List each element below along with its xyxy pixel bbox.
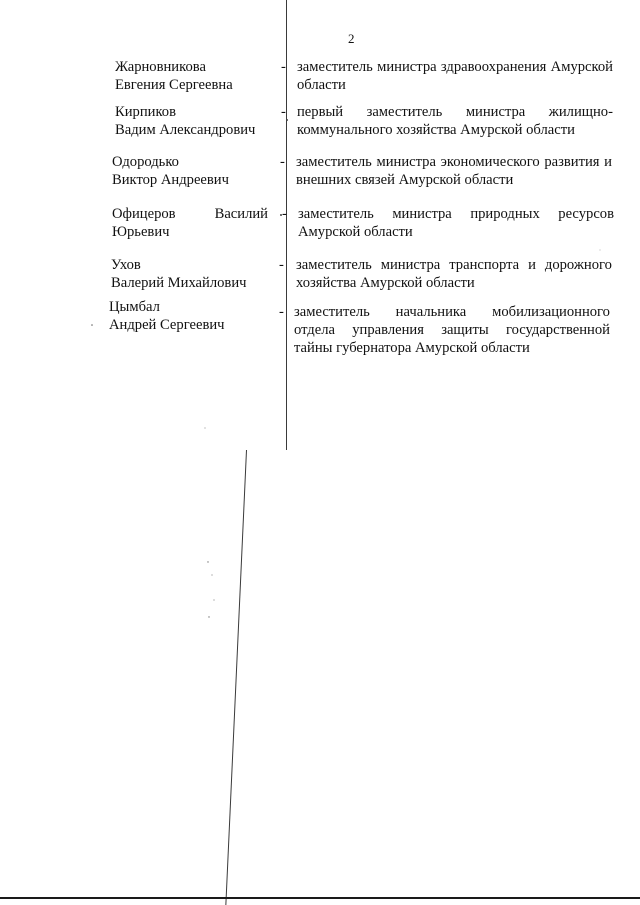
position-word: заместитель: [294, 304, 370, 320]
position-line: внешних связей Амурской области: [296, 172, 514, 188]
page-number: 2: [348, 31, 355, 46]
position-line: Амурской области: [298, 224, 413, 240]
position-word: государственной: [505, 322, 610, 338]
position-word: защиты: [441, 322, 489, 338]
surname: Цымбал: [109, 299, 160, 315]
position-word: заместитель: [298, 206, 374, 222]
entry-dash: -: [281, 104, 286, 120]
position-word: заместитель: [366, 104, 443, 120]
entry-dash: -: [281, 59, 286, 75]
position-line: коммунального хозяйства Амурской области: [297, 122, 575, 138]
position-word: ресурсов: [558, 206, 614, 222]
entry-dash: -: [279, 257, 284, 273]
position-word: и: [528, 257, 536, 273]
given-names: Вадим Александрович: [115, 122, 256, 138]
position-word: жилищно-: [548, 104, 613, 120]
surname: Жарновникова: [115, 59, 206, 75]
position-line: области: [297, 77, 346, 93]
position-word: транспорта: [449, 257, 520, 273]
surname: Офицеров: [112, 206, 176, 222]
position-word: заместитель: [296, 257, 372, 273]
position-word: министра: [380, 257, 441, 273]
surname: Ухов: [111, 257, 141, 273]
given-names: Андрей Сергеевич: [109, 317, 225, 333]
position-word: дорожного: [544, 257, 612, 273]
given-names: Валерий Михайлович: [111, 275, 247, 291]
position-word: управления: [352, 322, 424, 338]
position-line: хозяйства Амурской области: [296, 275, 475, 291]
position-line: заместитель министра здравоохранения Амурской: [297, 59, 613, 75]
position-word: природных: [470, 206, 540, 222]
entry-dash: -: [282, 206, 287, 222]
patronymic: Юрьевич: [112, 224, 170, 240]
position-word: министра: [392, 206, 452, 222]
surname: Кирпиков: [115, 104, 176, 120]
entry-dash: -: [279, 304, 284, 320]
given-name: Василий: [214, 206, 268, 222]
position-word: отдела: [294, 322, 335, 338]
surname: Одородько: [112, 154, 179, 170]
entry-dash: -: [280, 154, 285, 170]
position-word: мобилизационного: [492, 304, 610, 320]
given-names: Евгения Сергеевна: [115, 77, 233, 93]
position-word: первый: [297, 104, 344, 120]
position-line: тайны губернатора Амурской области: [294, 340, 530, 356]
given-names: Виктор Андреевич: [112, 172, 229, 188]
position-line: заместитель министра экономического развития и: [296, 154, 612, 170]
position-word: начальника: [395, 304, 467, 320]
position-word: министра: [465, 104, 526, 120]
